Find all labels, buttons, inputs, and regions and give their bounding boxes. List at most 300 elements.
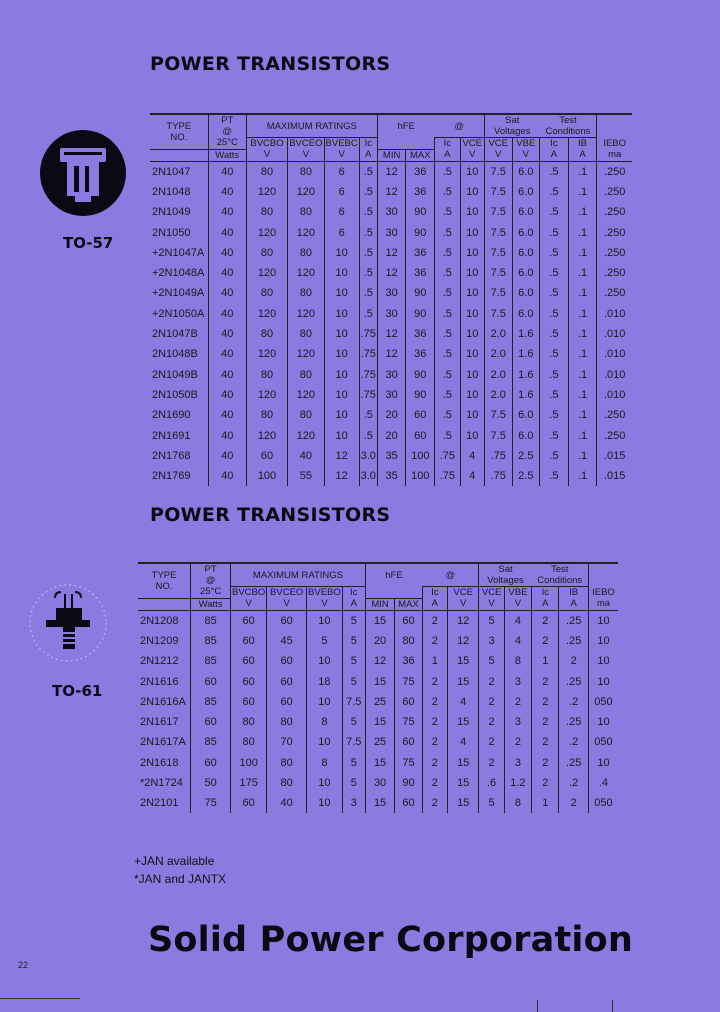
value-cell: 2 (532, 692, 559, 712)
value-cell: .5 (435, 304, 460, 324)
iebo-header: IEBO (597, 138, 632, 150)
value-cell: .5 (359, 405, 377, 425)
value-cell: 85 (191, 732, 231, 752)
value-cell: 60 (231, 692, 267, 712)
value-cell: .2 (559, 732, 588, 752)
value-cell: 80 (288, 283, 324, 303)
value-cell: 10 (588, 712, 618, 732)
value-cell: .5 (359, 263, 377, 283)
type-cell: 2N1690 (152, 409, 191, 422)
to61-package-icon (28, 578, 108, 673)
value-cell: 12 (447, 610, 479, 631)
type-cell: 2N1769 (152, 470, 191, 483)
value-cell: 15 (447, 753, 479, 773)
value-cell: .75 (484, 466, 512, 486)
table-row (150, 202, 632, 222)
test-conditions-header: Test Conditions (537, 564, 583, 586)
value-cell: 100 (406, 466, 435, 486)
value-cell: 2 (422, 671, 447, 691)
to61-spec-table: TYPE NO. PT @ 25°C MAXIMUM RATINGS hFE @ Sat Voltages Test Conditions BVCBO BVCEO BVEBO Ic Ic VCE VCE VBE Ic IB IEBO Watts V V V A MIN MAX A V V V A A ma 2N1208 85 60 60 10 5 15 60 2 12 5 4 2 .25 10 2N1209 85 60 45 5 5 20 80 2 12 3 4 2 .25 10 2N1212 85 60 60 10 5 12 36 1 15 5 8 1 2 10 2N1616 60 60 60 18 5 15 75 2 15 2 3 2 .25 10 2N1616A 85 60 60 10 7.5 25 60 2 4 2 2 2 .2 050 2N1617 60 80 80 8 5 15 75 2 15 2 3 2 .25 10 2N1617A 85 80 70 10 7.5 25 60 2 4 2 2 2 .2 050 2N1618 60 100 80 8 5 15 75 2 15 2 3 2 .25 10 *2N1724 50 175 80 10 5 30 90 2 15 .6 1.2 2 .2 .4 2N2101 75 60 40 10 3 15 60 2 15 5 8 1 2 050 (138, 562, 618, 813)
value-cell: 60 (191, 712, 231, 732)
value-cell: .250 (597, 182, 632, 202)
value-cell: 30 (377, 222, 406, 242)
value-cell: 7.5 (484, 161, 512, 182)
value-cell: 2 (422, 631, 447, 651)
value-cell: 10 (460, 283, 484, 303)
value-cell: 36 (406, 161, 435, 182)
value-cell: .5 (540, 243, 569, 263)
value-cell: 5 (342, 773, 365, 793)
value-cell: .010 (597, 324, 632, 344)
value-cell: 15 (365, 671, 394, 691)
value-cell: 36 (395, 651, 422, 671)
value-cell: 60 (267, 692, 307, 712)
value-cell: 1 (422, 651, 447, 671)
type-cell: 2N1048 (152, 185, 191, 198)
value-cell: 12 (324, 466, 359, 486)
value-cell: 80 (288, 324, 324, 344)
value-cell: .75 (359, 385, 377, 405)
page-number: 22 (18, 960, 29, 970)
value-cell: 90 (395, 773, 422, 793)
value-cell: .250 (597, 202, 632, 222)
value-cell: .250 (597, 263, 632, 283)
table-row (138, 773, 618, 793)
value-cell: 60 (246, 446, 287, 466)
value-cell: 2 (532, 753, 559, 773)
value-cell: .1 (568, 182, 597, 202)
value-cell: .25 (559, 610, 588, 631)
value-cell: 5 (479, 610, 504, 631)
value-cell: 10 (588, 671, 618, 691)
value-cell: .75 (359, 324, 377, 344)
value-cell: .75 (484, 446, 512, 466)
value-cell: 120 (246, 385, 287, 405)
table-row (150, 385, 632, 405)
value-cell: 60 (231, 651, 267, 671)
value-cell: 90 (406, 222, 435, 242)
value-cell: 2 (422, 793, 447, 813)
value-cell: 1.6 (512, 324, 540, 344)
value-cell: .75 (359, 364, 377, 384)
value-cell: 120 (246, 304, 287, 324)
value-cell: 100 (231, 753, 267, 773)
value-cell: 10 (324, 243, 359, 263)
value-cell: 10 (307, 732, 343, 752)
value-cell: 5 (307, 631, 343, 651)
value-cell: .1 (568, 324, 597, 344)
value-cell: 85 (191, 631, 231, 651)
value-cell: 10 (324, 263, 359, 283)
value-cell: 2 (479, 732, 504, 752)
value-cell: 10 (307, 692, 343, 712)
value-cell: 120 (288, 263, 324, 283)
value-cell: .5 (540, 222, 569, 242)
value-cell: 70 (267, 732, 307, 752)
type-cell: 2N1212 (140, 655, 179, 668)
section2-heading: POWER TRANSISTORS (150, 504, 391, 526)
value-cell: .1 (568, 385, 597, 405)
table-row (138, 793, 618, 813)
value-cell: 12 (377, 324, 406, 344)
value-cell: .5 (359, 202, 377, 222)
table-row (150, 283, 632, 303)
type-cell: +2N1048A (152, 267, 205, 280)
value-cell: .5 (359, 283, 377, 303)
value-cell: 2.0 (484, 364, 512, 384)
value-cell: 6.0 (512, 263, 540, 283)
value-cell: 3.0 (359, 446, 377, 466)
value-cell: 15 (365, 610, 394, 631)
value-cell: 5 (479, 651, 504, 671)
value-cell: 80 (246, 243, 287, 263)
at-header: @ (454, 120, 465, 132)
value-cell: 5 (479, 793, 504, 813)
value-cell: .250 (597, 161, 632, 182)
value-cell: 2 (479, 712, 504, 732)
type-no-header: TYPE NO. (166, 120, 192, 143)
value-cell: 2 (532, 671, 559, 691)
value-cell: 10 (307, 793, 343, 813)
value-cell: 6 (324, 202, 359, 222)
type-cell: 2N1616 (140, 675, 179, 688)
value-cell: 7.5 (484, 222, 512, 242)
value-cell: 15 (447, 651, 479, 671)
value-cell: 50 (191, 773, 231, 793)
value-cell: 6 (324, 161, 359, 182)
value-cell: 050 (588, 732, 618, 752)
value-cell: 36 (406, 243, 435, 263)
value-cell: 120 (246, 425, 287, 445)
value-cell: 12 (377, 161, 406, 182)
value-cell: .5 (359, 182, 377, 202)
hfe-header: hFE (365, 564, 422, 587)
to57-spec-table: TYPE NO. PT @ 25°C MAXIMUM RATINGS hFE @ Sat Voltages Test Conditions BVCBO BVCEO BVEBC Ic Ic VCE VCE VBE Ic IB IEBO Watts V V V A MIN MAX A V V V A A ma 2N1047 40 80 80 6 .5 12 36 .5 10 7.5 6.0 .5 .1 .250 2N1048 40 120 120 6 .5 12 36 .5 10 7.5 6.0 .5 .1 .250 2N1049 40 80 80 6 .5 30 90 .5 10 7.5 6.0 .5 .1 .250 2N1050 40 120 120 6 .5 30 90 .5 10 7.5 6.0 .5 .1 .250 +2N1047A 40 80 80 10 .5 12 36 .5 10 7.5 6.0 .5 .1 .250 +2N1048A 40 120 120 10 .5 12 36 .5 10 7.5 6.0 .5 .1 .250 +2N1049A 40 80 80 10 .5 30 90 .5 10 7.5 6.0 .5 .1 .250 +2N1050A 40 120 120 10 .5 30 90 .5 10 7.5 6.0 .5 .1 .010 2N1047B 40 80 80 10 .75 12 36 .5 10 2.0 1.6 .5 .1 .010 2N1048B 40 120 120 10 .75 12 36 .5 10 2.0 1.6 .5 .1 .010 2N1049B 40 80 80 10 .75 30 90 .5 10 2.0 1.6 .5 .1 .010 2N1050B 40 120 120 10 .75 30 90 .5 10 2.0 1.6 .5 .1 .010 2N1690 40 80 80 10 .5 20 60 .5 10 7.5 6.0 .5 .1 .250 2N1691 40 120 120 10 .5 20 60 .5 10 7.5 6.0 .5 .1 .250 2N1768 40 60 40 12 3.0 35 100 .75 4 .75 2.5 .5 .1 .015 2N1769 40 100 55 12 3.0 35 100 .75 4 .75 2.5 .5 .1 .015 (150, 113, 632, 486)
value-cell: 15 (447, 671, 479, 691)
value-cell: 2 (532, 773, 559, 793)
value-cell: 30 (377, 304, 406, 324)
value-cell: .2 (559, 692, 588, 712)
value-cell: 10 (307, 610, 343, 631)
value-cell: 10 (460, 385, 484, 405)
value-cell: .010 (597, 385, 632, 405)
value-cell: .25 (559, 671, 588, 691)
value-cell: 10 (460, 222, 484, 242)
value-cell: .75 (435, 466, 460, 486)
value-cell: 30 (377, 364, 406, 384)
value-cell: 100 (406, 446, 435, 466)
type-cell: +2N1049A (152, 287, 205, 300)
value-cell: .5 (540, 364, 569, 384)
value-cell: 7.5 (342, 692, 365, 712)
value-cell: 050 (588, 793, 618, 813)
value-cell: 15 (365, 712, 394, 732)
value-cell: 80 (246, 283, 287, 303)
value-cell: 7.5 (484, 405, 512, 425)
value-cell: 8 (307, 712, 343, 732)
value-cell: 20 (377, 425, 406, 445)
value-cell: .75 (435, 446, 460, 466)
value-cell: .1 (568, 466, 597, 486)
value-cell: 10 (324, 425, 359, 445)
value-cell: 15 (365, 753, 394, 773)
value-cell: 8 (307, 753, 343, 773)
type-cell: 2N1050 (152, 226, 191, 239)
value-cell: 10 (460, 243, 484, 263)
value-cell: 5 (342, 610, 365, 631)
value-cell: .1 (568, 364, 597, 384)
value-cell: 60 (406, 425, 435, 445)
section1-heading: POWER TRANSISTORS (150, 53, 391, 75)
value-cell: 6 (324, 222, 359, 242)
value-cell: 2 (479, 753, 504, 773)
value-cell: 2 (532, 712, 559, 732)
crop-mark (537, 1000, 538, 1012)
value-cell: 2 (422, 610, 447, 631)
value-cell: 2 (532, 732, 559, 752)
to57-package-icon (40, 130, 126, 216)
sat-voltages-header: Sat Voltages (479, 564, 532, 587)
value-cell: 4 (447, 692, 479, 712)
value-cell: 5 (342, 753, 365, 773)
table-row (138, 753, 618, 773)
value-cell: 6.0 (512, 243, 540, 263)
type-cell: 2N1048B (152, 348, 198, 361)
value-cell: 10 (324, 364, 359, 384)
value-cell: 40 (208, 263, 246, 283)
type-cell: *2N1724 (140, 777, 183, 790)
value-cell: .1 (568, 283, 597, 303)
value-cell: 60 (395, 793, 422, 813)
value-cell: .5 (540, 324, 569, 344)
value-cell: 3 (504, 753, 531, 773)
value-cell: 2 (479, 692, 504, 712)
value-cell: .5 (540, 304, 569, 324)
value-cell: 90 (406, 385, 435, 405)
value-cell: 40 (208, 425, 246, 445)
value-cell: 12 (365, 651, 394, 671)
value-cell: 80 (246, 324, 287, 344)
value-cell: .5 (540, 283, 569, 303)
value-cell: .010 (597, 344, 632, 364)
value-cell: 90 (406, 202, 435, 222)
value-cell: 25 (365, 692, 394, 712)
value-cell: .250 (597, 425, 632, 445)
to61-label: TO-61 (52, 682, 103, 700)
value-cell: .5 (540, 344, 569, 364)
value-cell: 10 (460, 202, 484, 222)
value-cell: 18 (307, 671, 343, 691)
value-cell: 60 (267, 671, 307, 691)
value-cell: .1 (568, 222, 597, 242)
value-cell: 2 (532, 631, 559, 651)
value-cell: 60 (191, 671, 231, 691)
table-row (138, 651, 618, 671)
value-cell: .1 (568, 425, 597, 445)
value-cell: .5 (359, 304, 377, 324)
value-cell: 2 (422, 732, 447, 752)
max-ratings-header: MAXIMUM RATINGS (246, 115, 377, 138)
value-cell: 40 (208, 405, 246, 425)
value-cell: 85 (191, 651, 231, 671)
value-cell: 60 (231, 610, 267, 631)
value-cell: 4 (460, 446, 484, 466)
table-row (138, 712, 618, 732)
value-cell: 2 (422, 692, 447, 712)
table-row (150, 161, 632, 182)
value-cell: .5 (435, 263, 460, 283)
table-row (138, 671, 618, 691)
value-cell: 60 (395, 692, 422, 712)
value-cell: 6.0 (512, 425, 540, 445)
value-cell: .250 (597, 222, 632, 242)
value-cell: 10 (324, 324, 359, 344)
value-cell: 10 (588, 631, 618, 651)
value-cell: .5 (359, 243, 377, 263)
value-cell: 40 (208, 283, 246, 303)
value-cell: 35 (377, 446, 406, 466)
value-cell: 40 (208, 202, 246, 222)
value-cell: 5 (342, 712, 365, 732)
value-cell: 55 (288, 466, 324, 486)
value-cell: 90 (406, 304, 435, 324)
table-row (138, 732, 618, 752)
value-cell: 7.5 (484, 182, 512, 202)
value-cell: .2 (559, 773, 588, 793)
value-cell: 60 (267, 651, 307, 671)
value-cell: 25 (365, 732, 394, 752)
value-cell: 60 (231, 631, 267, 651)
value-cell: 60 (267, 610, 307, 631)
value-cell: 2 (422, 773, 447, 793)
value-cell: .5 (435, 202, 460, 222)
value-cell: .5 (359, 161, 377, 182)
value-cell: 5 (342, 651, 365, 671)
type-cell: 2N2101 (140, 797, 179, 810)
value-cell: .4 (588, 773, 618, 793)
value-cell: 050 (588, 692, 618, 712)
value-cell: .5 (435, 283, 460, 303)
value-cell: 60 (231, 793, 267, 813)
value-cell: 6.0 (512, 161, 540, 182)
value-cell: 60 (395, 732, 422, 752)
value-cell: 40 (208, 161, 246, 182)
table-row (150, 466, 632, 486)
crop-mark (612, 1000, 613, 1012)
value-cell: 15 (447, 712, 479, 732)
value-cell: 40 (208, 466, 246, 486)
type-cell: 2N1618 (140, 756, 179, 769)
value-cell: 60 (395, 610, 422, 631)
value-cell: 85 (191, 692, 231, 712)
value-cell: 5 (342, 631, 365, 651)
value-cell: 12 (377, 263, 406, 283)
value-cell: 15 (365, 793, 394, 813)
type-cell: 2N1049B (152, 368, 198, 381)
value-cell: .1 (568, 202, 597, 222)
iebo-header: IEBO (588, 587, 618, 599)
value-cell: 120 (288, 304, 324, 324)
value-cell: 1.6 (512, 385, 540, 405)
value-cell: 40 (208, 385, 246, 405)
value-cell: 80 (267, 773, 307, 793)
value-cell: 100 (246, 466, 287, 486)
value-cell: 80 (231, 712, 267, 732)
value-cell: .5 (540, 161, 569, 182)
value-cell: 3 (504, 671, 531, 691)
table-row (150, 364, 632, 384)
table-row (150, 324, 632, 344)
value-cell: 7.5 (484, 243, 512, 263)
value-cell: .5 (435, 364, 460, 384)
value-cell: 6.0 (512, 202, 540, 222)
value-cell: .5 (359, 222, 377, 242)
value-cell: 120 (246, 263, 287, 283)
value-cell: 12 (377, 243, 406, 263)
value-cell: 80 (246, 364, 287, 384)
value-cell: 80 (395, 631, 422, 651)
value-cell: 6.0 (512, 304, 540, 324)
value-cell: .015 (597, 466, 632, 486)
company-name: Solid Power Corporation (148, 920, 633, 960)
value-cell: .5 (435, 222, 460, 242)
value-cell: 6.0 (512, 182, 540, 202)
value-cell: 10 (460, 304, 484, 324)
value-cell: 8 (504, 793, 531, 813)
value-cell: .5 (435, 324, 460, 344)
value-cell: 2 (422, 712, 447, 732)
value-cell: 40 (208, 243, 246, 263)
value-cell: 2.5 (512, 466, 540, 486)
value-cell: 1.6 (512, 364, 540, 384)
value-cell: 10 (324, 304, 359, 324)
value-cell: 90 (406, 364, 435, 384)
value-cell: 60 (191, 753, 231, 773)
value-cell: 10 (460, 364, 484, 384)
value-cell: 2.0 (484, 385, 512, 405)
type-cell: 2N1050B (152, 388, 198, 401)
type-cell: 2N1691 (152, 429, 191, 442)
footnote-jantx: *JAN and JANTX (134, 872, 227, 886)
value-cell: 80 (288, 161, 324, 182)
value-cell: .1 (568, 405, 597, 425)
footer-rule (0, 998, 80, 999)
value-cell: 8 (504, 651, 531, 671)
value-cell: 36 (406, 182, 435, 202)
value-cell: 60 (231, 671, 267, 691)
value-cell: 2 (559, 651, 588, 671)
value-cell: 40 (288, 446, 324, 466)
value-cell: 12 (377, 344, 406, 364)
table-row (150, 405, 632, 425)
value-cell: 2 (504, 732, 531, 752)
value-cell: 120 (246, 182, 287, 202)
value-cell: 90 (406, 283, 435, 303)
value-cell: 40 (208, 324, 246, 344)
value-cell: .015 (597, 446, 632, 466)
value-cell: 60 (406, 405, 435, 425)
value-cell: 120 (288, 344, 324, 364)
value-cell: 40 (267, 793, 307, 813)
value-cell: 80 (288, 202, 324, 222)
value-cell: 12 (377, 182, 406, 202)
value-cell: 4 (447, 732, 479, 752)
type-cell: 2N1617 (140, 716, 179, 729)
table-row (138, 692, 618, 712)
value-cell: 7.5 (484, 283, 512, 303)
value-cell: 12 (447, 631, 479, 651)
value-cell: 7.5 (342, 732, 365, 752)
